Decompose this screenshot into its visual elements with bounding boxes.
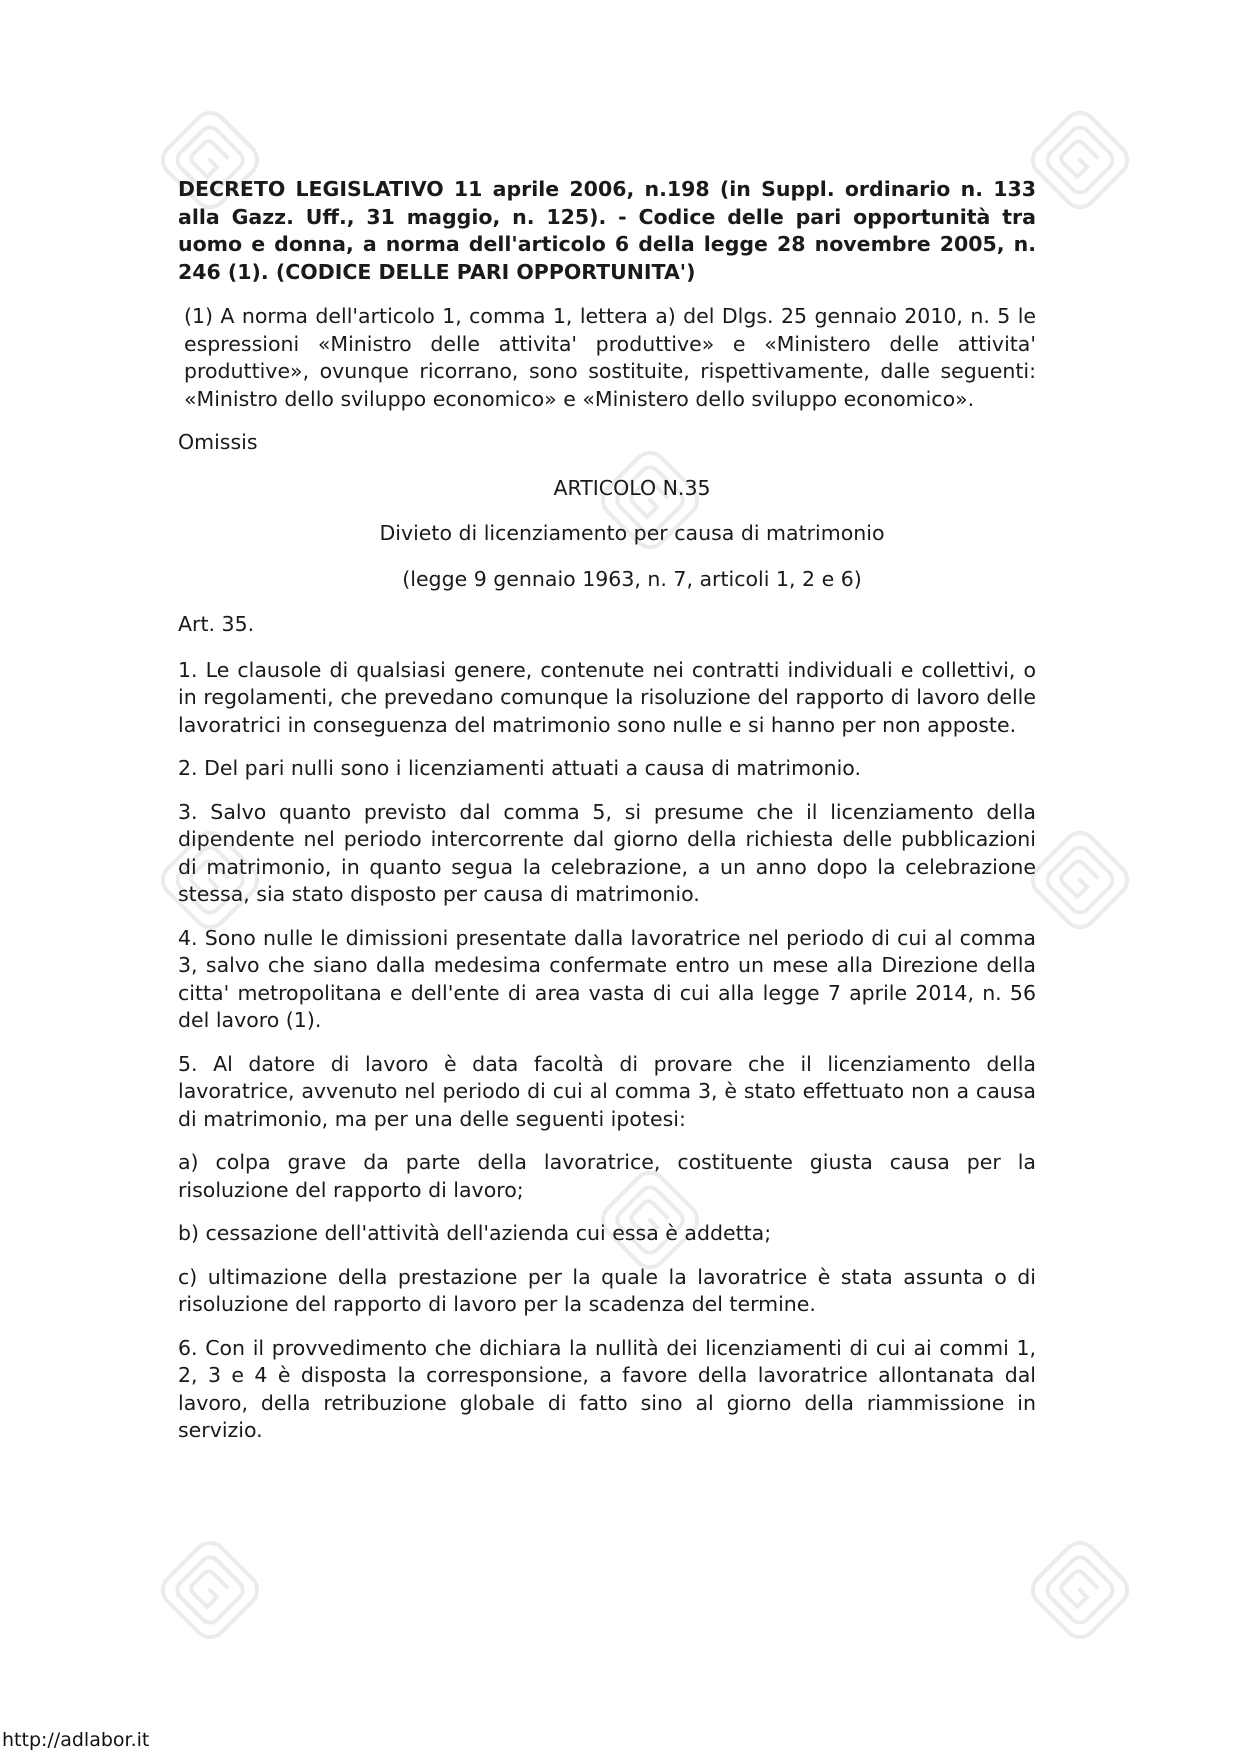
paragraph-5: 5. Al datore di lavoro è data facoltà di provare che il licenziamento della lavoratrice, avvenuto nel periodo di cui al comma 3, è stato effettuato non a causa di matrimonio, ma per una delle seguenti ipotesi: [178,1051,1036,1131]
document-title: DECRETO LEGISLATIVO 11 aprile 2006, n.198 (in Suppl. ordinario n. 133 alla Gazz. Uff., 31 maggio, n. 125). - Codice delle pari opportunità tra uomo e donna, a norma dell'articolo 6 della legge 28 novembre 2005, n. 246 (1). (CODICE DELLE PARI OPPORTUNITA') [178,177,1036,284]
paragraph-1: 1. Le clausole di qualsiasi genere, contenute nei contratti individuali e collettivi, o in regolamenti, che prevedano comunque la risoluzione del rapporto di lavoro delle lavoratrici in conseguenza del matrimonio sono nulle e si hanno per non apposte. [178,657,1036,737]
paragraph-5a: a) colpa grave da parte della lavoratrice, costituente giusta causa per la risoluzione del rapporto di lavoro; [178,1150,1036,1202]
paragraph-5c: c) ultimazione della prestazione per la quale la lavoratrice è stata assunta o di risoluzione del rapporto di lavoro per la scadenza del termine. [178,1264,1036,1316]
watermark-logo-icon [1020,820,1140,940]
footnote: (1) A norma dell'articolo 1, comma 1, lettera a) del Dlgs. 25 gennaio 2010, n. 5 le espressioni «Ministro delle attivita' produttive» e «Ministero delle attivita' produttive», ovunque ricorrano, sono sostituite, rispettivamente, dalle seguenti: «Ministro dello sviluppo economico» e «Ministero dello sviluppo economico». [184,304,1036,411]
article-heading: ARTICOLO N.35 [553,475,711,500]
article-number: Art. 35. [178,612,255,636]
watermark-logo-icon [150,1530,270,1650]
paragraph-4: 4. Sono nulle le dimissioni presentate dalla lavoratrice nel periodo di cui al comma 3, salvo che siano dalla medesima confermate entro un mese alla Direzione della citta' metropolitana e dell'ente di area vasta di cui alla legge 7 aprile 2014, n. 56 del lavoro (1). [178,925,1036,1032]
document-body [178,176,1036,1461]
omissis-label: Omissis [178,430,258,454]
paragraph-2: 2. Del pari nulli sono i licenziamenti attuati a causa di matrimonio. [178,756,862,780]
article-title: Divieto di licenziamento per causa di matrimonio [379,521,885,545]
watermark-logo-icon [1020,100,1140,220]
paragraph-6: 6. Con il provvedimento che dichiara la nullità dei licenziamenti di cui ai commi 1, 2, 3 e 4 è disposta la corresponsione, a favore della lavoratrice allontanata dal lavoro, della retribuzione globale di fatto sino al giorno della riammissione in servizio. [178,1335,1036,1442]
footer-url-link[interactable]: http://adlabor.it [2,1729,150,1751]
watermark-logo-icon [1020,1530,1140,1650]
paragraph-3: 3. Salvo quanto previsto dal comma 5, si presume che il licenziamento della dipendente nel periodo intercorrente dal giorno della richiesta delle pubblicazioni di matrimonio, in quanto segua la celebrazione, a un anno dopo la celebrazione stessa, sia stato disposto per causa di matrimonio. [178,799,1036,906]
paragraph-5b: b) cessazione dell'attività dell'azienda cui essa è addetta; [178,1221,772,1245]
article-reference: (legge 9 gennaio 1963, n. 7, articoli 1, 2 e 6) [402,566,862,591]
